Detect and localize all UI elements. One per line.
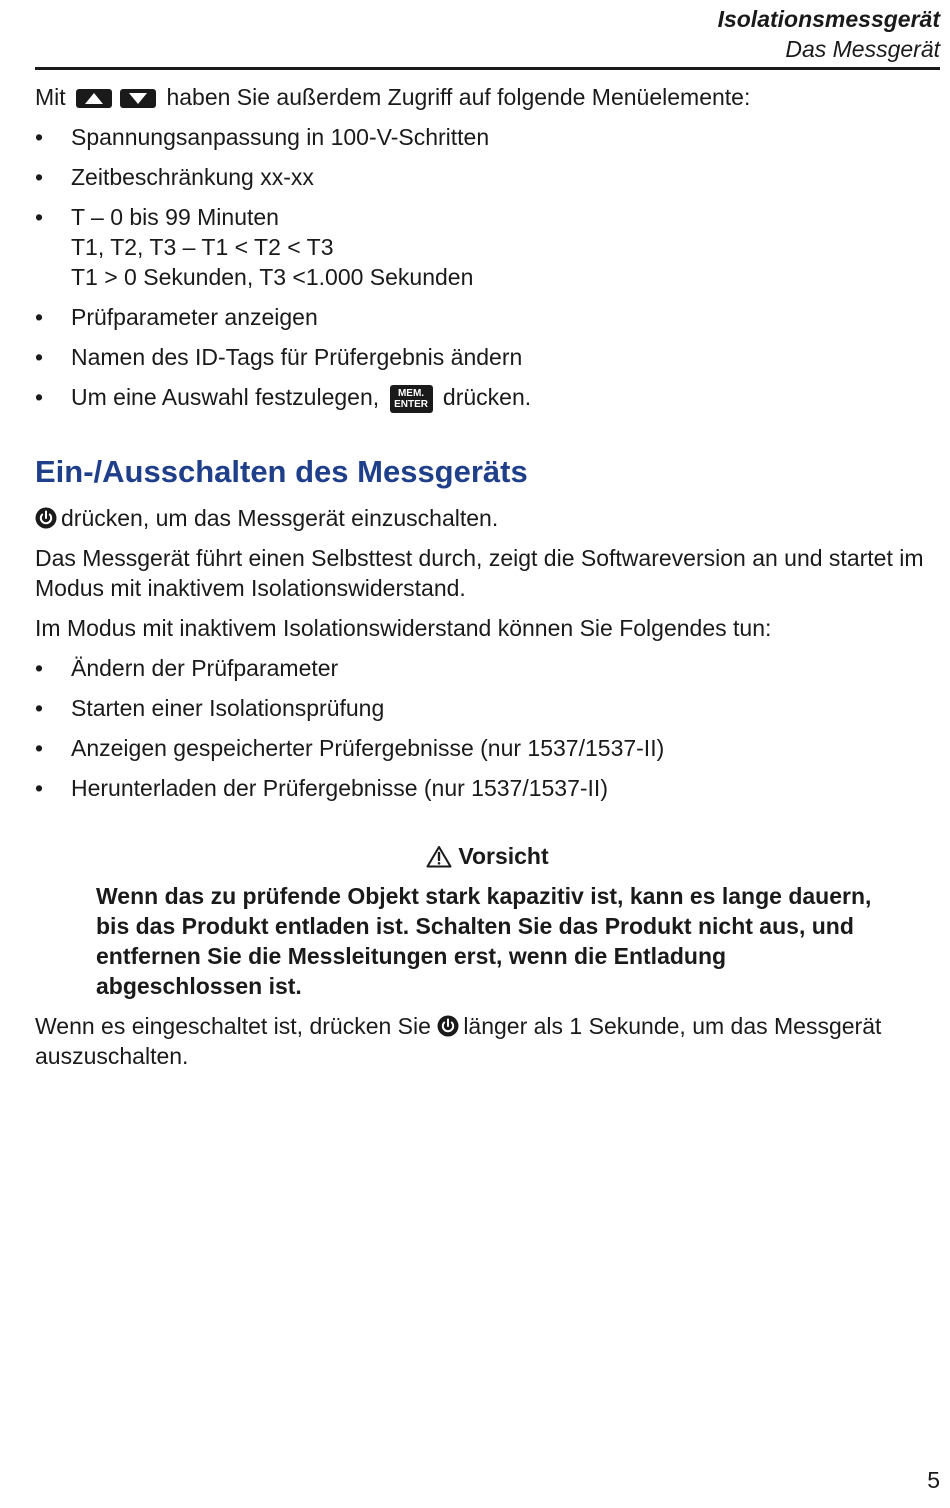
- mem-enter-key-icon: [390, 385, 433, 413]
- power-off-paragraph: [35, 1011, 940, 1071]
- list-item: • Herunterladen der Prüfergebnisse (nur 1537/1537-II): [35, 773, 940, 803]
- mem-key-line1: MEM.: [397, 387, 425, 399]
- header-rule: [35, 67, 940, 70]
- mode-action-list: [35, 653, 940, 803]
- intro-before: Mit: [35, 84, 66, 110]
- list-item: [35, 302, 940, 332]
- list-item-text: • T – 0 bis 99 Minuten: [71, 204, 279, 230]
- caution-title-text: Vorsicht: [458, 842, 549, 869]
- list-item-text: T1, T2, T3 – T1 < T2 < T3: [71, 234, 334, 260]
- mem-key-line2: ENTER: [394, 398, 428, 410]
- mode-paragraph: Im Modus mit inaktivem Isolationswiderstand können Sie Folgendes tun:: [35, 614, 772, 641]
- selftest-paragraph: Das Messgerät führt einen Selbsttest durch, zeigt die Softwareversion an und startet im Modus mit inaktivem Isolationswiderstand.: [35, 544, 924, 601]
- caution-title: [35, 841, 940, 871]
- list-item: • Anzeigen gespeicherter Prüfergebnisse (nur 1537/1537-II): [35, 733, 940, 763]
- list-item: [35, 122, 940, 152]
- power-off-before: Wenn es eingeschaltet ist, drücken Sie: [35, 1012, 431, 1039]
- list-item-text: T1 > 0 Sekunden, T3 <1.000 Sekunden: [71, 264, 474, 290]
- caution-body: Wenn das zu prüfende Objekt stark kapazitiv ist, kann es lange dauern, bis das Produkt entladen ist. Schalten Sie das Produkt nicht aus, und entfernen Sie die Messleitungen erst, wenn die Entladung abgeschlossen ist.: [96, 882, 872, 999]
- caution-block: [35, 841, 940, 1001]
- arrow-down-key-icon: [120, 89, 156, 108]
- list-item: • Starten einer Isolationsprüfung: [35, 693, 940, 723]
- intro-after: haben Sie außerdem Zugriff auf folgende Menüelemente:: [166, 84, 751, 110]
- header-title: Isolationsmessgerät: [717, 6, 940, 32]
- warning-triangle-icon: [426, 845, 452, 868]
- list-item-text: • Zeitbeschränkung xx-xx: [71, 164, 314, 190]
- power-off-after: länger als 1 Sekunde, um das Messgerät auszuschalten.: [35, 1012, 882, 1069]
- header-subtitle: Das Messgerät: [785, 36, 940, 62]
- select-item-after: drücken.: [442, 384, 532, 410]
- power-button-icon: [437, 1015, 459, 1037]
- list-item: • Ändern der Prüfparameter: [35, 653, 940, 683]
- list-item-text: • Prüfparameter anzeigen: [71, 304, 318, 330]
- list-item: [35, 342, 940, 372]
- page-number: 5: [927, 1467, 940, 1493]
- menu-item-list: [35, 122, 940, 413]
- document-page: [35, 0, 940, 1508]
- list-item: [35, 162, 940, 192]
- power-on-paragraph: [35, 503, 940, 533]
- intro-paragraph: [35, 82, 940, 112]
- running-header: [718, 4, 940, 64]
- power-on-text: drücken, um das Messgerät einzuschalten.: [61, 504, 499, 531]
- list-item-text: • Namen des ID-Tags für Prüfergebnis ändern: [71, 344, 523, 370]
- select-item-before: Um eine Auswahl festzulegen,: [71, 384, 380, 410]
- section-heading: Ein-/Ausschalten des Messgeräts: [35, 453, 528, 489]
- list-item: [35, 382, 940, 413]
- power-button-icon: [35, 507, 57, 529]
- list-item: [35, 202, 940, 292]
- list-item-text: • Spannungsanpassung in 100-V-Schritten: [71, 124, 490, 150]
- page-content: [35, 82, 940, 1081]
- arrow-up-key-icon: [76, 89, 112, 108]
